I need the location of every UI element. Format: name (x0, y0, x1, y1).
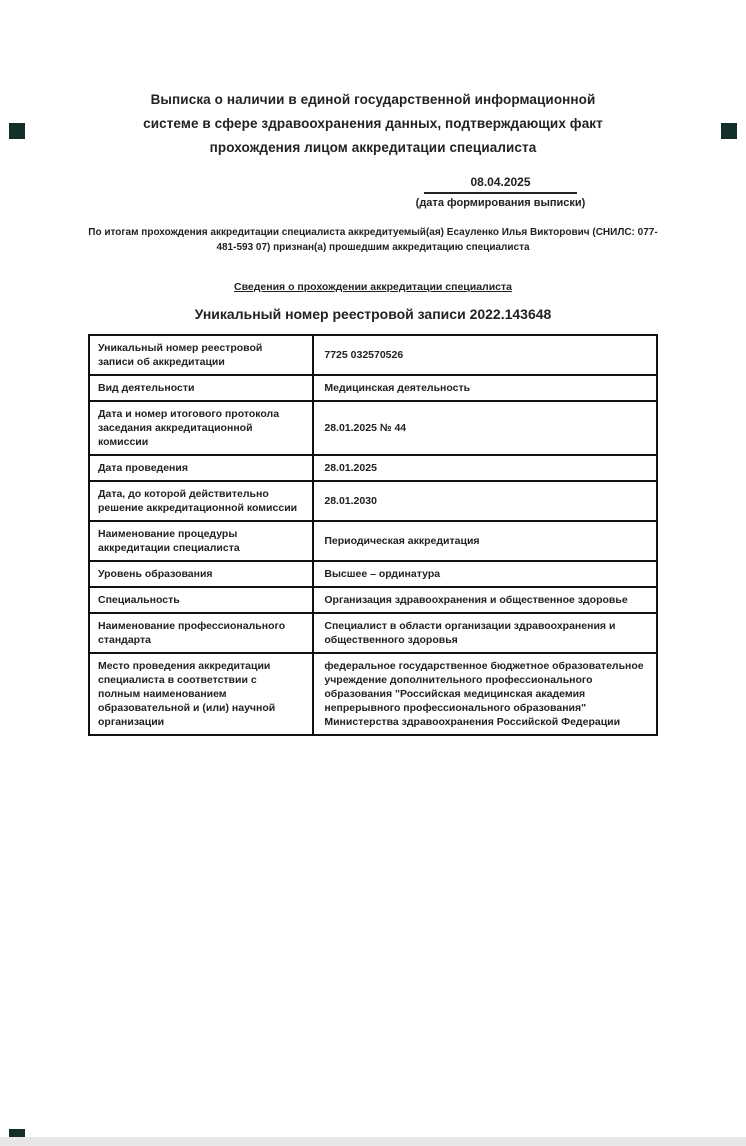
row-value: Периодическая аккредитация (313, 521, 657, 561)
row-label: Специальность (89, 587, 313, 613)
table-row (89, 653, 657, 735)
horizontal-scrollbar-track[interactable] (0, 1137, 746, 1146)
row-label: Уникальный номер реестровой записи об аккредитации (89, 335, 313, 375)
row-label: Дата и номер итогового протокола заседания аккредитационной комиссии (89, 401, 313, 455)
document-title-line-1: Выписка о наличии в единой государственной информационной (150, 92, 596, 107)
row-value: Высшее – ординатура (313, 561, 657, 587)
document-title (88, 88, 658, 160)
registry-number-heading: Уникальный номер реестровой записи 2022.143648 (194, 306, 552, 322)
accreditation-result-paragraph: По итогам прохождения аккредитации специалиста аккредитуемый(ая) Есауленко Илья Викторович (СНИЛС: 077-481-593 07) признан(а) прошедшим аккредитацию специалиста (88, 227, 658, 253)
table-row (89, 375, 657, 401)
document-page (0, 88, 746, 736)
row-value: Специалист в области организации здравоохранения и общественного здоровья (313, 613, 657, 653)
row-value: 28.01.2025 № 44 (313, 401, 657, 455)
table-row (89, 335, 657, 375)
row-value: Организация здравоохранения и общественное здоровье (313, 587, 657, 613)
document-title-line-2: системе в сфере здравоохранения данных, подтверждающих факт (143, 116, 603, 131)
table-row (89, 521, 657, 561)
row-label: Вид деятельности (89, 375, 313, 401)
table-row (89, 481, 657, 521)
row-label: Место проведения аккредитации специалиста в соответствии с полным наименованием образовательной и (или) научной организации (89, 653, 313, 735)
extract-date-value: 08.04.2025 (424, 175, 577, 194)
row-label: Наименование процедуры аккредитации специалиста (89, 521, 313, 561)
accreditation-table (88, 334, 658, 736)
table-row (89, 561, 657, 587)
table-row (89, 401, 657, 455)
document-title-line-3: прохождения лицом аккредитации специалиста (209, 140, 537, 155)
row-value: 7725 032570526 (313, 335, 657, 375)
accreditation-table-body (89, 335, 657, 735)
section-heading: Сведения о прохождении аккредитации специалиста (234, 281, 512, 293)
row-label: Наименование профессионального стандарта (89, 613, 313, 653)
row-value: Медицинская деятельность (313, 375, 657, 401)
table-row (89, 455, 657, 481)
extract-date-block (415, 175, 586, 209)
extract-date-caption: (дата формирования выписки) (415, 197, 586, 209)
row-value: 28.01.2025 (313, 455, 657, 481)
row-label: Уровень образования (89, 561, 313, 587)
table-row (89, 613, 657, 653)
row-value: федеральное государственное бюджетное образовательное учреждение дополнительного профессионального образования "Российская медицинская академия непрерывного профессионального образования" Министерства здравоохранения Российской Федерации (313, 653, 657, 735)
table-row (89, 587, 657, 613)
row-value: 28.01.2030 (313, 481, 657, 521)
row-label: Дата, до которой действительно решение аккредитационной комиссии (89, 481, 313, 521)
row-label: Дата проведения (89, 455, 313, 481)
